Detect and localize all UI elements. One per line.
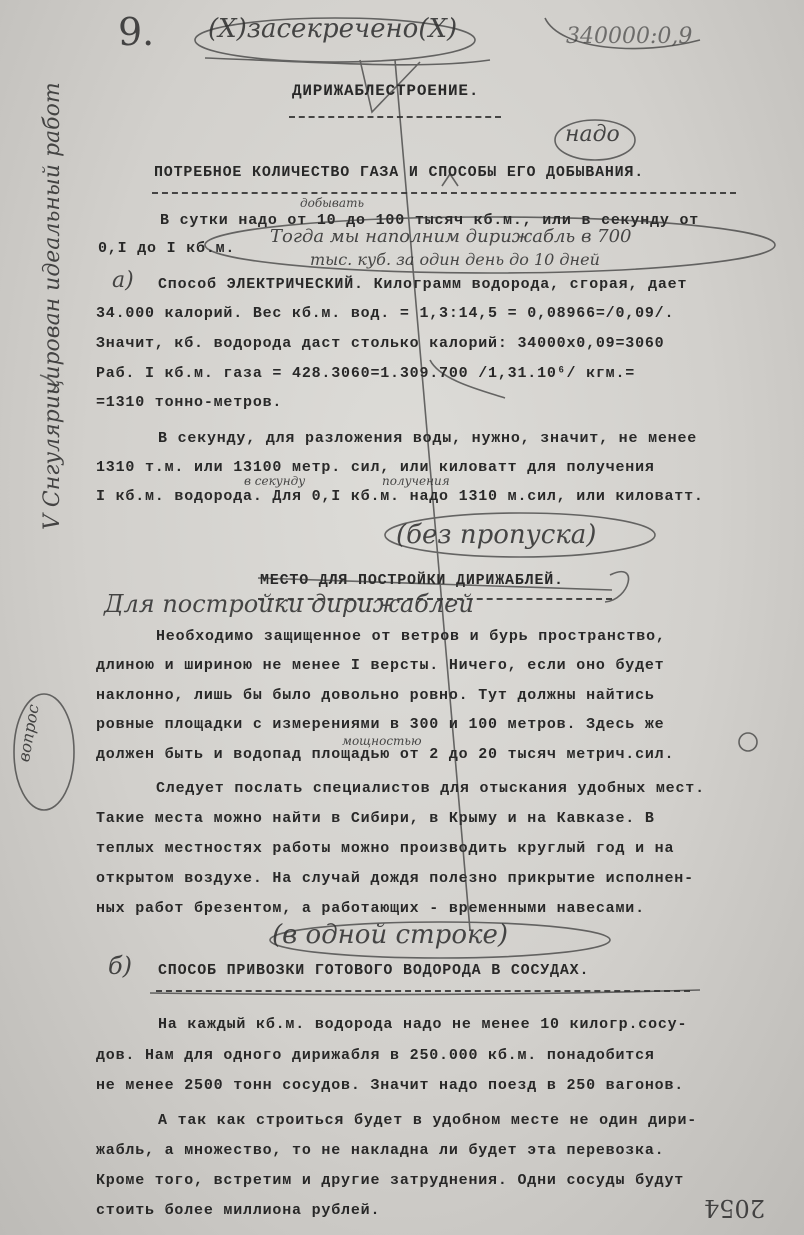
gas-line: 0,I до I кб.м. [98,240,236,257]
annotation-fill-days-1: Тогда мы наполним дирижабль в 700 [270,226,632,247]
archive-folio: 2054 [704,1194,766,1222]
gas-line: Значит, кб. водорода даст столько калорий: 34000x0,09=3060 [96,335,665,352]
gas-section-heading: ПОТРЕБНОЕ КОЛИЧЕСТВО ГАЗА И СПОСОБЫ ЕГО ДОБЫВАНИЯ. [154,164,645,181]
gas-line: =1310 тонно-метров. [96,394,283,411]
struck-stamp: (X)засекречено(X) [208,14,458,44]
page-title: ДИРИЖАБЛЕСТРОЕНИЕ. [292,82,480,100]
gas-line: В сутки надо от 10 до 100 тысяч кб.м., или в секунду от [160,212,700,229]
place-line: ровные площадки с измерениями в 300 и 100 метров. Здесь же [96,716,665,733]
place-line: Следует послать специалистов для отыскания удобных мест. [156,780,705,797]
item-marker-b: б) [108,952,133,980]
small-circle-note [739,733,757,751]
heading-note-one-line: (в одной строке) [272,920,509,950]
page-number: 9. [118,10,155,54]
gas-line: I кб.м. водорода. Для 0,I кб.м. надо 1310 м.сил, или киловатт. [96,488,704,505]
transport-heading-underline [156,990,690,992]
item-marker-a: а) [112,268,134,293]
place-line: ных работ брезентом, а работающих - временными навесами. [96,900,645,917]
place-line: Необходимо защищенное от ветров и бурь пространство, [156,628,666,645]
gas-heading-underline [152,192,736,194]
transport-line: дов. Нам для одного дирижабля в 250.000 кб.м. понадобится [96,1047,655,1064]
place-line: длиною и шириною не менее I версты. Ничего, если оно будет [96,657,665,674]
transport-line: не менее 2500 тонн сосудов. Значит надо поезд в 250 вагонов. [96,1077,685,1094]
annotation-per-second: в секунду [244,474,306,488]
transport-section-heading: СПОСОБ ПРИВОЗКИ ГОТОВОГО ВОДОРОДА В СОСУДАХ. [158,962,590,979]
corner-note: 340000:0,9 [566,24,693,49]
place-section-heading: МЕСТО ДЛЯ ПОСТРОЙКИ ДИРИЖАБЛЕЙ. [260,572,564,589]
transport-line: стоить более миллиона рублей. [96,1202,381,1219]
left-margin-note: вопрос [14,702,43,764]
annotation-fill-days-2: тыс. куб. за один день до 10 дней [310,250,600,269]
annotation-no-pass: (без пропуска) [396,520,597,550]
gas-line: Способ ЭЛЕКТРИЧЕСКИЙ. Килограмм водорода, сгорая, дает [158,276,688,293]
gas-line: Раб. I кб.м. газа = 428.3060=1.309.700 /1,31.10⁶/ кгм.= [96,365,636,382]
transport-line: А так как строиться будет в удобном месте не один дири- [158,1112,698,1129]
place-line: должен быть и водопад площадью от 2 до 20 тысяч метрич.сил. [96,746,675,763]
stamp-strike [205,58,490,65]
transport-line: На каждый кб.м. водорода надо не менее 10 килогр.сосу- [158,1016,688,1033]
gas-line: В секунду, для разложения воды, нужно, значит, не менее [158,430,698,447]
annotation-dobyvat: добывать [300,196,364,210]
place-line: теплых местностях работы можно производить круглый год и на [96,840,675,857]
transport-line: жабль, а множество, то не накладна ли будет эта перевозка. [96,1142,665,1159]
place-line: наклонно, лишь бы было довольно ровно. Тут должны найтись [96,687,655,704]
transport-line: Кроме того, встретим и другие затруднения. Одни сосуды будут [96,1172,685,1189]
heading-insert-note: надо [565,122,620,147]
margin-vertical-note: V Снгулярицирован идеальный работ [40,82,65,530]
annotation-power: мощностью [342,734,422,748]
annotation-getting: получения [382,474,450,488]
place-line: Такие места можно найти в Сибири, в Крыму и на Кавказе. В [96,810,655,827]
gas-line: 34.000 калорий. Вес кб.м. вод. = 1,3:14,5 = 0,08966=/0,09/. [96,305,675,322]
title-underline [289,116,501,118]
place-line: открытом воздухе. На случай дождя полезно прикрытие исполнен- [96,870,694,887]
heading-replacement: Для постройки дирижаблей [104,590,474,618]
gas-line: 1310 т.м. или 13100 метр. сил, или киловатт для получения [96,459,655,476]
